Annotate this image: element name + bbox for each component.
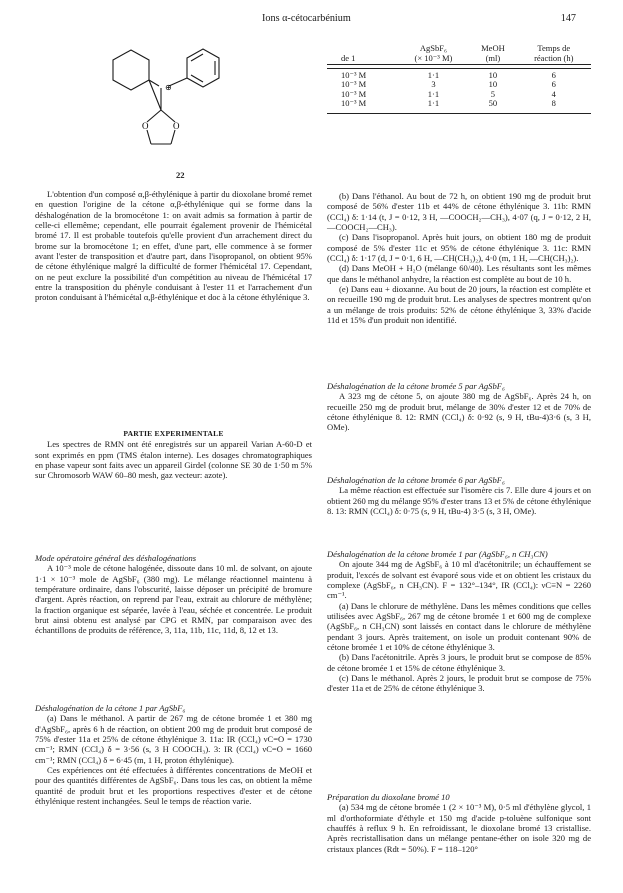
page-number: 147 <box>560 13 576 24</box>
right-column-s6 <box>327 475 591 516</box>
right-column-prep <box>327 792 591 854</box>
oxygen-left: O <box>142 121 149 131</box>
s1-a-paragraph: (a) Dans le chlorure de méthylène. Dans les mêmes conditions que celles utilisées avec AgSbF₆, 267 mg de cétone bromée 1 et 600 mg de complexe (AgSbF₆, n CH₃CN) sont laissés en contact dans le chlorure de méthylène pendant 3 jours. Après traitement, on isole un produit contenant 90% de cétone bromée 1 et 10% de cétone éthylénique 3. <box>327 600 591 653</box>
table-header: Temps de réaction (h) <box>534 43 574 63</box>
prep-paragraph: (a) 534 mg de cétone bromée 1 (2 × 10⁻³ M), 0·5 ml d'éthylène glycol, 1 ml d'orthoformiate d'éthyle et 150 mg d'acide p-toluène sulfonique sont chauffés à reflux 9 h. En refroidissant, le dioxolane bromé 13 cristallise. Après recristallisation dans un mélange pentane-éther on isole 320 mg de cristaux plances (Rdt = 50%). F = 118–120° <box>327 802 591 854</box>
table-row <box>327 99 591 108</box>
deshalo-b-paragraph: Ces expériences ont été effectuées à différentes concentrations de MeOH et pour des quantités différentes de AgSbF₆. Dans tous les cas, on obtient la même quantité de produit brut et les proportions respectives d'ester et de cétone éthylénique restent inchangées. Seul le temps de réaction varie. <box>35 765 312 807</box>
s5-heading: Déshalogénation de la cétone bromée 5 par AgSbF₆ <box>327 381 505 391</box>
table-cell: 10 <box>488 79 498 90</box>
isopropanol-paragraph: (c) Dans l'isopropanol. Après huit jours, on obtient 180 mg de produit composé de 5% d'ester 11c et 95% de cétone éthylénique 3. 11c: RMN (CCl₄) δ: 1·17 (d, J = 0·1, 6 H, —CH(CH₃)₂), 4·0 (m, 1 H, —CH(CH₃)₂). <box>327 232 591 264</box>
table-cell: 1·1 <box>427 70 440 80</box>
s1-paragraph: On ajoute 344 mg de AgSbF₆ à 10 ml d'acétonitrile; un échauffement se produit, l'excés de solvant est évaporé sous vide et on obtient les cristaux du complexe (AgSbF₆, n CH₃CN). F = 132°–134°, IR (CCl₄): νC≡N = 2260 cm⁻¹. <box>327 559 591 601</box>
right-column-s1 <box>327 549 591 694</box>
table-cell: 4 <box>551 88 556 99</box>
compound-label: 22 <box>176 170 185 180</box>
deshalo-a-paragraph: (a) Dans le méthanol. A partir de 267 mg de cétone bromée 1 et 380 mg d'AgSbF₆, après 6 h de réaction, on obtient 200 mg de produit brut composé de 75% d'ester 11a et 25% de cétone éthylénique 3. 11a: IR (CCl₄) νC=O = 1730 cm⁻¹; RMN (CCl₄) δ = 3·56 (s, 3 H COOCH₃). 3: IR (CCl₄) νC=O = 1660 cm⁻¹; RMN (CCl₄) δ = 6·45 (m, 1 H, proton éthylénique). <box>35 713 312 765</box>
prep-heading: Préparation du dioxolane bromé 10 <box>327 792 450 802</box>
running-header <box>0 13 623 27</box>
running-title: Ions α-cétocarbénium <box>262 13 351 24</box>
right-column-s5 <box>327 381 591 433</box>
carbocation-charge: ⊕ <box>165 83 172 92</box>
partie-paragraph: Les spectres de RMN ont été enregistrés sur un appareil Varian A-60-D et sont exprimés en ppm (TMS étalon interne). Les dosages chromatographiques en phase vapeur sont faits avec un appareil Girdel (colonne SE 30 de 1·50 m 5% sur Chromosorb WAW 60–80 mesh, gaz vecteur: azote). <box>35 439 312 481</box>
table-cell: 10⁻³ M <box>341 98 367 109</box>
deshalo-heading: Déshalogénation de la cétone 1 par AgSbF₆ <box>35 703 186 713</box>
table-cell: 6 <box>551 70 556 80</box>
table-cell: 1·1 <box>427 98 440 109</box>
table-cell: 1·1 <box>427 88 440 99</box>
conditions-table <box>327 42 591 114</box>
phenyl-ring <box>187 49 219 87</box>
table-cell: 3 <box>431 79 436 90</box>
table-cell: 10 <box>488 70 498 80</box>
s1-c-paragraph: (c) Dans le méthanol. Après 2 jours, le produit brut se compose de 75% d'ester 11a et de 25% de cétone éthylénique 3. <box>327 673 591 694</box>
chemical-structure-22 <box>95 40 255 165</box>
structure-bonds <box>113 49 219 144</box>
left-column-experimental <box>35 429 312 481</box>
table-header: AgSbF₆ (× 10⁻³ M) <box>414 43 453 63</box>
section-heading: PARTIE EXPERIMENTALE <box>123 429 224 438</box>
left-column <box>35 189 312 303</box>
left-column-deshalo <box>35 703 312 806</box>
dioxanne-paragraph: (e) Dans eau + dioxanne. Au bout de 20 jours, la réaction est complète et on recueille 190 mg de produit brut. Les analyses de spectres montrent qu'on a un mélange de trois produits: 52% de cétone éthylénique 3, 33% d'acide 11d et 15% d'un produit non identifié. <box>327 284 591 326</box>
table-cell: 10⁻³ M <box>341 70 367 80</box>
s5-paragraph: A 323 mg de cétone 5, on ajoute 380 mg de AgSbF₆. Après 24 h, on recueille 250 mg de produit brut, mélange de 30% d'ester 12 et de 70% de cétone éthylénique 8. 12: RMN (CCl₄) δ: 0·92 (s, 9 H, tBu-4)3·6 (s, 3 H, OMe). <box>327 391 591 433</box>
meoh-water-paragraph: (d) Dans MeOH + H₂O (mélange 60/40). Les résultants sont les mêmes que dans le méthanol anhydre, la réaction est complète au bout de 10 h. <box>327 263 591 284</box>
table-header: MeOH (ml) <box>481 43 505 63</box>
s6-heading: Déshalogénation de la cétone bromée 6 par AgSbF₆ <box>327 475 505 485</box>
table-cell: 50 <box>488 98 498 109</box>
mode-heading: Mode opératoire général des déshalogénations <box>35 553 197 563</box>
ethanol-paragraph: (b) Dans l'éthanol. Au bout de 72 h, on obtient 190 mg de produit brut composé de 56% d'ester 11b et 44% de cétone éthylénique 3. 11b: RMN (CCl₄) δ: 1·14 (t, J = 0·12, 3 H, —COOCH₂—CH₃), 4·07 (q, J = 0·12, 2 H, —COOCH₂—CH₃). <box>327 191 591 233</box>
right-column-top <box>327 191 591 325</box>
s6-paragraph: La même réaction est effectuée sur l'isomère cis 7. Elle dure 4 jours et on obtient 260 mg du mélange 95% d'ester trans 13 et 5% de cétone éthylénique 8. 13: RMN (CCl₄) δ: 0·75 (s, 9 H, tBu-4) 3·5 (s, 3 H, OMe). <box>327 485 591 517</box>
s1-b-paragraph: (b) Dans l'acétonitrile. Après 3 jours, le produit brut se compose de 85% de cétone bromée 1 et 15% de cétone éthylénique 3. <box>327 652 591 673</box>
s1-heading: Déshalogénation de la cétone bromée 1 par (AgSbF₆, n CH₃CN) <box>327 549 548 559</box>
table-cell: 6 <box>551 79 556 90</box>
mode-paragraph: A 10⁻³ mole de cétone halogénée, dissoute dans 10 ml. de solvant, on ajoute 1·1 × 10⁻³ mole de AgSbF₆ (380 mg). Le mélange réactionnel maintenu à température ordinaire, dans l'obscurité, laisse déposer un précipité de bromure d'argent. Après réaction, on reprend par l'eau, extrait au chlorure de méthylène; la fraction organique est séparée, lavée à l'eau, séchée et concentrée. Le produit brut ainsi obtenu est analysé par CPG et RMN, par comparaison avec des échantillons de produits de référence, 3, 11a, 11b, 11c, 11d, 8, 12 et 13. <box>35 563 312 636</box>
table-cell: 8 <box>551 98 556 109</box>
left-column-mode <box>35 553 312 636</box>
table-cell: 10⁻³ M <box>341 88 367 99</box>
table-cell: 10⁻³ M <box>341 79 367 90</box>
table-header-row <box>327 42 591 65</box>
table-cell: 5 <box>490 88 496 99</box>
oxygen-right: O <box>173 121 180 131</box>
table-header: de 1 <box>341 53 356 63</box>
cyclohexane-ring <box>113 50 149 90</box>
intro-paragraph: L'obtention d'un composé α,β-éthylénique à partir du dioxolane bromé remet en question l'origine de la cétone α,β-éthylénique qui se forme dans la déshalogénation de la bromocétone 1: on avait admis sa formation à partir de celle-ci ellemême; cependant, elle pourrait également provenir de l'hémicétal bromé 17. Il est probable toutefois qu'elle provient d'un arrachement direct du brome sur la bromocétone 1; en effet, d'une part, elle commence à se former avant l'ester de transposition et d'autre part, dans l'isopropanol, on obtient 95% de cétone éthylénique malgré la difficulté de former l'hémicétal 17. Cependant, on ne peut exclure la possibilité d'un compétition au niveau de l'hémicétal 17 entre la transposition du phényle conduisant à l'ester 11 et l'arrachement d'un proton conduisant à l'hémicétal α,β-éthylénique et doc à la cétone éthylénique 3. <box>35 189 312 303</box>
